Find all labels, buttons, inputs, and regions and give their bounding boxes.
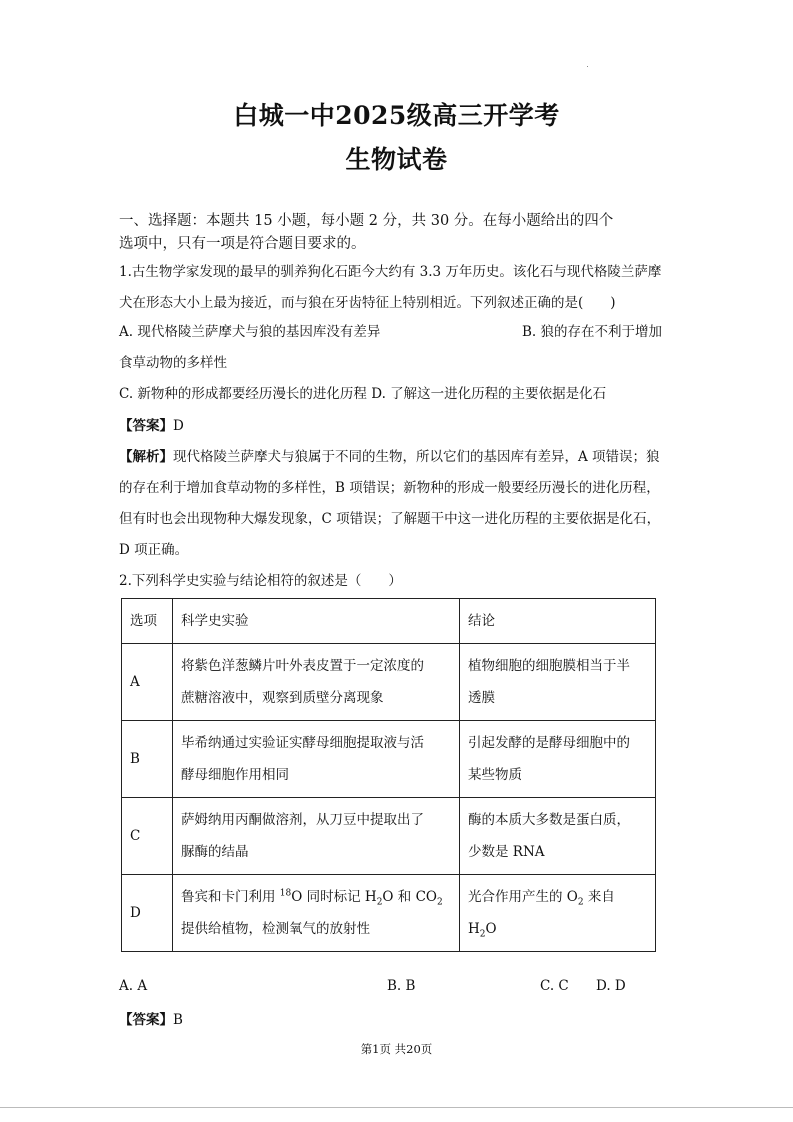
bottom-divider — [0, 1107, 793, 1108]
table-row — [122, 798, 656, 875]
text-part: H — [468, 921, 480, 937]
q1-option-a: A. 现代格陵兰萨摩犬与狼的基因库没有差异 — [119, 324, 381, 340]
answer-value: D — [173, 418, 184, 434]
conclusion-line — [468, 913, 647, 945]
exam-subtitle: 生物试卷 — [345, 145, 448, 174]
q1-option-b-cont: 食草动物的多样性 — [119, 355, 227, 371]
q2-option-d: D. D — [596, 978, 626, 994]
speck — [587, 66, 588, 67]
header-experiment: 科学史实验 — [173, 599, 460, 644]
conclusion-line: 酶的本质大多数是蛋白质， — [468, 812, 630, 828]
text-part: O 和 CO — [382, 889, 437, 905]
analysis-label: 【解析】 — [119, 449, 173, 465]
q1-option-b: B. 狼的存在不利于增加 — [522, 324, 663, 340]
row-conclusion — [460, 644, 656, 721]
table-row — [122, 644, 656, 721]
text-part: 光合作用产生的 O — [468, 889, 578, 905]
text-part: 来自 — [583, 889, 615, 905]
table-header-row — [122, 599, 656, 644]
conclusion-line: 某些物质 — [468, 767, 522, 783]
q1-option-c-d: C. 新物种的形成都要经历漫长的进化历程 D. 了解这一进化历程的主要依据是化石 — [119, 386, 607, 402]
page-number: 第1页 共20页 — [360, 1042, 433, 1056]
conclusion-line: 少数是 RNA — [468, 844, 545, 860]
experiment-line: 脲酶的结晶 — [181, 844, 249, 860]
experiment-line — [181, 881, 451, 913]
section-heading-line2: 选项中，只有一项是符合题目要求的。 — [119, 236, 366, 252]
row-conclusion — [460, 875, 656, 952]
q1-analysis-line2: 的存在利于增加食草动物的多样性，B 项错误；新物种的形成一般要经历漫长的进化历程， — [119, 480, 660, 496]
subscript: 2 — [479, 929, 486, 940]
row-option: C — [122, 798, 173, 875]
text-part: O — [485, 921, 497, 937]
q1-stem-line1: 1.古生物学家发现的最早的驯养狗化石距今大约有 3.3 万年历史。该化石与现代格陵兰萨摩 — [119, 264, 662, 280]
q2-option-c: C. C — [540, 978, 569, 994]
experiment-line: 提供给植物，检测氧气的放射性 — [181, 921, 370, 937]
superscript: 18 — [279, 888, 292, 899]
row-experiment — [173, 644, 460, 721]
q2-answer — [119, 1008, 183, 1028]
row-option: D — [122, 875, 173, 952]
subscript: 2 — [436, 897, 443, 908]
row-experiment — [173, 721, 460, 798]
section-heading-line1: 一、选择题：本题共 15 小题，每小题 2 分，共 30 分。在每小题给出的四个 — [119, 213, 614, 229]
answer-label: 【答案】 — [119, 418, 173, 434]
exam-title: 白城一中2025级高三开学考 — [233, 101, 560, 130]
experiment-line: 毕希纳通过实验证实酵母细胞提取液与活 — [181, 735, 424, 751]
experiment-line: 酵母细胞作用相同 — [181, 767, 289, 783]
conclusion-line — [468, 881, 647, 913]
answer-value: B — [173, 1012, 183, 1028]
q2-stem: 2.下列科学史实验与结论相符的叙述是（ ） — [119, 573, 402, 589]
header-conclusion: 结论 — [460, 599, 656, 644]
row-experiment — [173, 875, 460, 952]
conclusion-line: 透膜 — [468, 690, 495, 706]
table-row — [122, 875, 656, 952]
row-conclusion — [460, 721, 656, 798]
q2-option-a: A. A — [119, 978, 148, 994]
subscript: 2 — [577, 897, 584, 908]
header-option: 选项 — [122, 599, 173, 644]
experiment-line: 将紫色洋葱鳞片叶外表皮置于一定浓度的 — [181, 658, 424, 674]
q1-answer — [119, 414, 184, 434]
analysis-text: 现代格陵兰萨摩犬与狼属于不同的生物，所以它们的基因库有差异，A 项错误；狼 — [173, 449, 660, 465]
row-option: B — [122, 721, 173, 798]
q1-stem-line2: 犬在形态大小上最为接近，而与狼在牙齿特征上特别相近。下列叙述正确的是( ) — [119, 295, 616, 311]
experiment-line: 萨姆纳用丙酮做溶剂，从刀豆中提取出了 — [181, 812, 424, 828]
table-row — [122, 721, 656, 798]
row-experiment — [173, 798, 460, 875]
text-part: 鲁宾和卡门利用 — [181, 889, 280, 905]
answer-label: 【答案】 — [119, 1012, 173, 1028]
q2-option-b: B. B — [387, 978, 416, 994]
conclusion-line: 植物细胞的细胞膜相当于半 — [468, 658, 630, 674]
row-option: A — [122, 644, 173, 721]
conclusion-line: 引起发酵的是酵母细胞中的 — [468, 735, 630, 751]
q2-table — [121, 598, 656, 952]
q1-analysis-line1 — [119, 445, 660, 465]
text-part: O 同时标记 H — [291, 889, 377, 905]
q1-analysis-line3: 但有时也会出现物种大爆发现象，C 项错误；了解题干中这一进化历程的主要依据是化石， — [119, 511, 661, 527]
q1-analysis-line4: D 项正确。 — [119, 542, 189, 558]
experiment-line: 蔗糖溶液中，观察到质壁分离现象 — [181, 690, 384, 706]
row-conclusion — [460, 798, 656, 875]
subscript: 2 — [376, 897, 383, 908]
